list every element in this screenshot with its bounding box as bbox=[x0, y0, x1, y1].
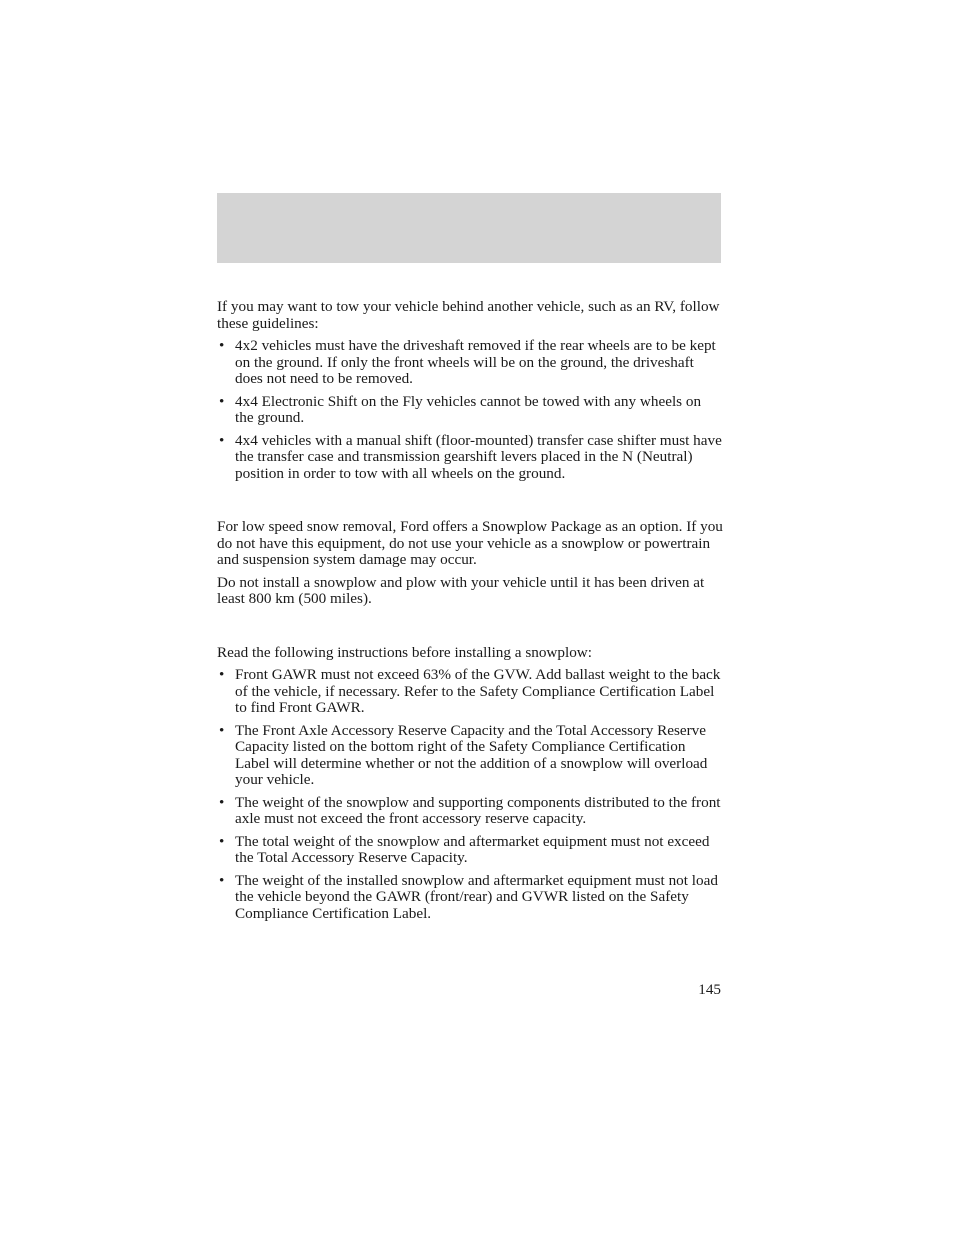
list-item: • 4x4 vehicles with a manual shift (floor-mounted) transfer case shifter must have the transfer case and transmission gearshift levers placed in the N (Neutral) position in order to tow with all wheels on the ground. bbox=[219, 431, 722, 482]
bullet-icon: • bbox=[219, 392, 225, 410]
installation-instructions-list bbox=[217, 667, 723, 922]
snowplow-para-2: Do not install a snowplow and plow with your vehicle until it has been driven at least 800 km (500 miles). bbox=[217, 573, 705, 607]
section-spacer bbox=[217, 614, 723, 645]
towing-guidelines-list bbox=[217, 338, 723, 482]
bullet-icon: • bbox=[219, 721, 225, 739]
list-item: • The weight of the installed snowplow and aftermarket equipment must not load the vehicle beyond the GAWR (front/rear) and GVWR listed on the Safety Compliance Certification Label. bbox=[219, 871, 718, 922]
bullet-icon: • bbox=[219, 793, 225, 811]
section-spacer bbox=[217, 488, 723, 519]
page-number: 145 bbox=[698, 981, 721, 998]
bullet-icon: • bbox=[219, 666, 225, 683]
list-item: • Front GAWR must not exceed 63% of the GVW. Add ballast weight to the back of the vehicle, if necessary. Refer to the Safety Compliance Certification Label to find Front GAWR. bbox=[219, 666, 721, 716]
bullet-icon: • bbox=[219, 431, 225, 449]
snowplow-para-1: For low speed snow removal, Ford offers a Snowplow Package as an option. If you do not have this equipment, do not use your vehicle as a snowplow or powertrain and suspension system damage may occur. bbox=[217, 518, 723, 568]
list-item: • 4x2 vehicles must have the driveshaft removed if the rear wheels are to be kept on the ground. If only the front wheels will be on the ground, the driveshaft does not need to be removed. bbox=[219, 337, 716, 387]
bullet-icon: • bbox=[219, 337, 225, 354]
list-item: • 4x4 Electronic Shift on the Fly vehicles cannot be towed with any wheels on the ground. bbox=[219, 392, 702, 426]
page-content bbox=[217, 299, 723, 928]
list-item: • The total weight of the snowplow and aftermarket equipment must not exceed the Total Accessory Reserve Capacity. bbox=[219, 832, 710, 866]
list-item: • The Front Axle Accessory Reserve Capacity and the Total Accessory Reserve Capacity listed on the bottom right of the Safety Compliance Certification Label will determine whether or not the addition of a snowplow will overload your vehicle. bbox=[219, 721, 708, 788]
bullet-icon: • bbox=[219, 871, 225, 889]
list-item: • The weight of the snowplow and supporting components distributed to the front axle must not exceed the front accessory reserve capacity. bbox=[219, 793, 721, 827]
installation-intro: Read the following instructions before installing a snowplow: bbox=[217, 643, 592, 661]
section-header-band bbox=[217, 193, 721, 263]
towing-intro: If you may want to tow your vehicle behind another vehicle, such as an RV, follow these guidelines: bbox=[217, 298, 720, 332]
bullet-icon: • bbox=[219, 832, 225, 850]
